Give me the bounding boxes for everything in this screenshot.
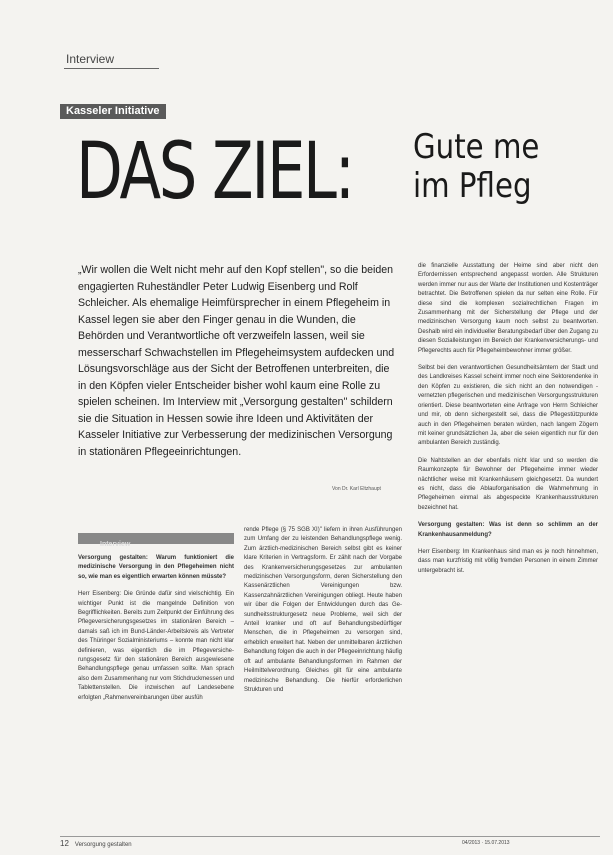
column-1	[78, 554, 234, 711]
footer-left	[60, 839, 132, 848]
headline-continuation	[413, 128, 539, 206]
page-number: 12	[60, 839, 69, 848]
column-3	[418, 262, 598, 584]
section-label: Interview	[66, 52, 115, 66]
column-paragraph: Die Nahtstellen an der ebenfalls nicht klar und so werden die Raumkonzepte für Bewohner der Pflegeheime immer wieder nächtlicher weise mit Krankenhäusern gleichgesetzt. Da wundert es nicht, dass die Ablauforganisation die Wahrnehmung in Pflegeheimen einmal als abgespeckte Krankenhausstrukturen bezeichnet hat.	[418, 457, 598, 511]
headline-line-2: im Pfleg	[413, 166, 532, 206]
column-paragraph: rende Pflege (§ 75 SGB XI)" liefern in ihren Ausführungen zum Umfang der zu leistenden Behandlungspflege wenig. Zum ärztlich-medizinischen Bereich selbst gibt es keiner klare Kriterien in Vertragsform. Er zählt nach der Vorgabe des Krankenversicherungsgesetzes zur ambulanten medizinischen Versorgungsform, deren Sicherstellung den Kassenärztlichen Vereinigungen bzw. Kassenzahnärztlichen Vereinigungen obliegt. Heute haben wir über die Folgen der Entwicklungen durch das Gesundheitsstrukturgesetz neue Probleme, weil sich der Anteil kranker und oft auf Behandlungsbedürftiger Menschen, die in Pflegeheimen zu versorgen sind, erheblich erweitert hat. Neben der unmittelbaren ärztlichen Behandlung folgen die auch in der Pflegeeinrichtung häufig oft auf ambulante Behandlungsformen im Rahmen der Heilmittelverordnung. Gleiches gilt für eine ambulante medizinische Behandlung. Die hierfür erforderlichen Strukturen und	[244, 527, 402, 693]
lead-paragraph: „Wir wollen die Welt nicht mehr auf den Kopf stellen", so die beiden engagierten Ruheständler Peter Ludwig Eisenberg und Rolf Schleicher. Als ehemalige Heimfürsprecher in einem Pflegeheim in Kassel legen sie aber den Finger genau in die Wunden, die Behörden und Verantwortliche oft verzweifeln lassen, weil sie messerscharf Schwachstellen im Pflegeheimsystem aufdecken und Lösungsvorschläge aus der Sicht der Betroffenen unterbreiten, die in den Köpfen vieler Entscheider bisher wohl kaum eine Rolle zu spielen scheinen. Im Interview mit „Versorgung gestalten" schildern sie die Situation in Hessen sowie ihre Ideen und Aktivitäten der Kasseler Initiative zur Verbesserung der medizinischen Versorgung in stationären Pflegeeinrichtungen.	[78, 264, 395, 458]
column-paragraph: Versorgung gestalten: Warum funktioniert die medizinische Versorgung in den Pflegeheimen nicht so, wie man es eigentlich erwarten können müsste?	[78, 555, 234, 580]
magazine-title: Versorgung gestalten	[74, 842, 132, 848]
headline-line-1: Gute me	[413, 127, 540, 167]
kicker-label: Kasseler Initiative	[60, 104, 166, 119]
column-paragraph: die finanzielle Ausstattung der Heime sind aber nicht den Erfordernissen entsprechend angepasst worden. Alle Strukturen werden immer nur aus der Warte der Institutionen und Kostenträger betrachtet. Die Betroffenen spielen da nur selten eine Rolle. Für diese sind die komplexen sozialrechtlichen Fragen im Zusammenhang mit der Sicherstellung der Pflege und der medizinischen Versorgung kaum noch selbst zu beantworten. Deshalb wird ein individueller Beratungsbedarf über den Zugang zu diesen Sozialleistungen im Bereich der Krankenversicherungs- und Pflegerechts auch für Pflegeheimbewohner immer größer.	[418, 263, 598, 354]
column-paragraph: Herr Eisenberg: Die Gründe dafür sind vielschichtig. Ein wichtiger Punkt ist die mangelnde Definition von Begrifflichkeiten. Bereits zum Zeitpunkt der Einführung des Pflegeversicherungsgesetzes im stationären Bereich – damals saß ich im Bund-Länder-Arbeitskreis als Vertreter des Thüringer Sozialministeriums – konnte man nicht klar definieren, was eigentlich die im Pflegeversicherungsgesetz für den stationären Bereich ausgewiesene Behandlungspflege genau umfassen sollte. Man sprach also dem Zusammenhang nur vom Stichdruckmessen und Tablettenstellen. Die inzwischen auf Landesebene erfolgten „Rahmenvereinbarungen über ausfüh	[78, 591, 234, 701]
interview-box-header	[78, 533, 234, 548]
interview-box-label: Interview	[100, 541, 131, 548]
column-paragraph: Herr Eisenberg: Im Krankenhaus sind man es je noch hinnehmen, dass man kurzfristig mit völlig fremden Personen in einem Zimmer untergebracht ist.	[418, 548, 598, 574]
column-2	[244, 526, 402, 703]
section-divider	[64, 68, 159, 69]
footer-divider	[60, 836, 600, 837]
issue-date: 04/2013 · 15.07.2013	[462, 840, 510, 846]
headline: DAS ZIEL:	[76, 127, 353, 217]
column-paragraph: Versorgung gestalten: Was ist denn so schlimm an der Krankenhausanmeldung?	[418, 522, 598, 538]
author-credit: Von Dr. Karl Eltzhaupt	[332, 486, 381, 492]
column-paragraph: Selbst bei den verantwortlichen Gesundheitsämtern der Stadt und des Landkreises Kassel scheint immer noch eine Sektorendenke in den Köpfen zu existieren, die sich nicht an den notwendigen vernetzten pflegerischen und medizinischen Versorgungsstrukturen orientiert. Diese beantworteten eine Anfrage von Herrn Schleicher und mir, ob denn sichergestellt sei, dass die Pflegestützpunkte auch in den Pflegeheimen beraten würden, nach langem Zögern mit keiner grundsätzlichen Ja, aber die seien eigentlich nur für den ambulanten Bereich zuständig.	[418, 365, 598, 447]
